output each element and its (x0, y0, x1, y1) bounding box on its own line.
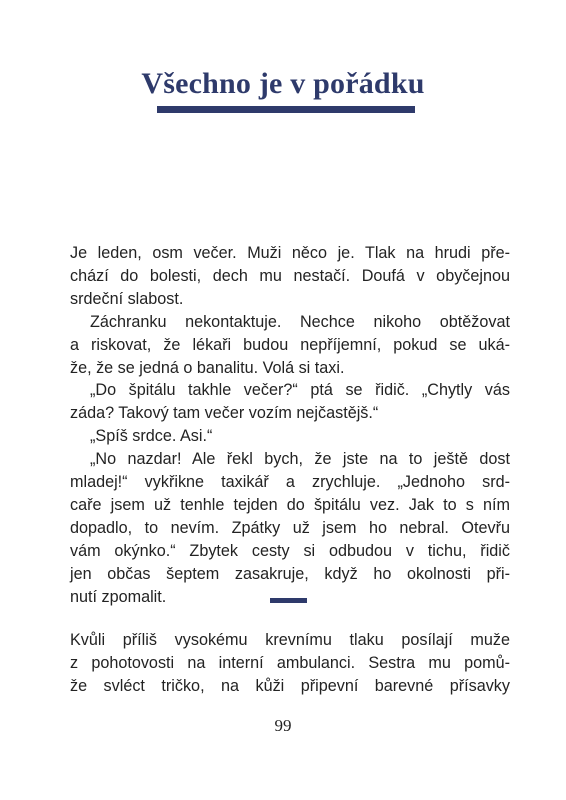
text-line: že, že se jedná o banalitu. Volá si taxi. (70, 358, 345, 377)
title-underline (157, 106, 415, 113)
text-line: mladej!“ vykřikne taxikář a zrychluje. „Jednoho srd- (70, 473, 510, 492)
text-line: Je leden, osm večer. Muži něco je. Tlak na hrudi pře- (70, 244, 510, 262)
text-line: caře jsem už tenhle tejden do špitálu vez. Jak to s ním (70, 495, 510, 514)
text-line: Kvůli příliš vysokému krevnímu tlaku posílají muže (70, 631, 510, 649)
section-divider (270, 598, 307, 603)
text-line: že svléct tričko, na kůži připevní barevné přísavky (70, 676, 510, 695)
body-paragraphs (70, 242, 510, 609)
text-line: Záchranku nekontaktuje. Nechce nikoho obtěžovat (90, 312, 510, 331)
body-paragraphs-continued (70, 629, 510, 698)
text-line: z pohotovosti na interní ambulanci. Sestra mu pomů- (70, 653, 510, 672)
text-line: srdeční slabost. (70, 289, 184, 308)
text-line: jen občas šeptem zasakruje, když ho okolnosti při- (70, 564, 510, 583)
text-line: „No nazdar! Ale řekl bych, že jste na to ještě dost (90, 450, 510, 469)
text-line: vám okýnko.“ Zbytek cesty si odbudou v tichu, řidič (70, 541, 510, 560)
text-line: chází do bolesti, dech mu nestačí. Doufá v obyčejnou (70, 266, 510, 285)
page-number: 99 (274, 716, 292, 735)
text-line: záda? Takový tam večer vozím nejčastějš.“ (70, 404, 379, 423)
text-line: „Spíš srdce. Asi.“ (90, 427, 213, 446)
chapter-title: Všechno je v pořádku (141, 67, 425, 100)
text-line: dopadlo, to nevím. Zpátky už jsem ho nebral. Otevřu (70, 518, 510, 537)
text-line: nutí zpomalit. (70, 587, 167, 606)
text-line: „Do špitálu takhle večer?“ ptá se řidič. „Chytly vás (90, 381, 510, 400)
text-line: a riskovat, že lékaři budou nepříjemní, pokud se uká- (70, 335, 510, 354)
